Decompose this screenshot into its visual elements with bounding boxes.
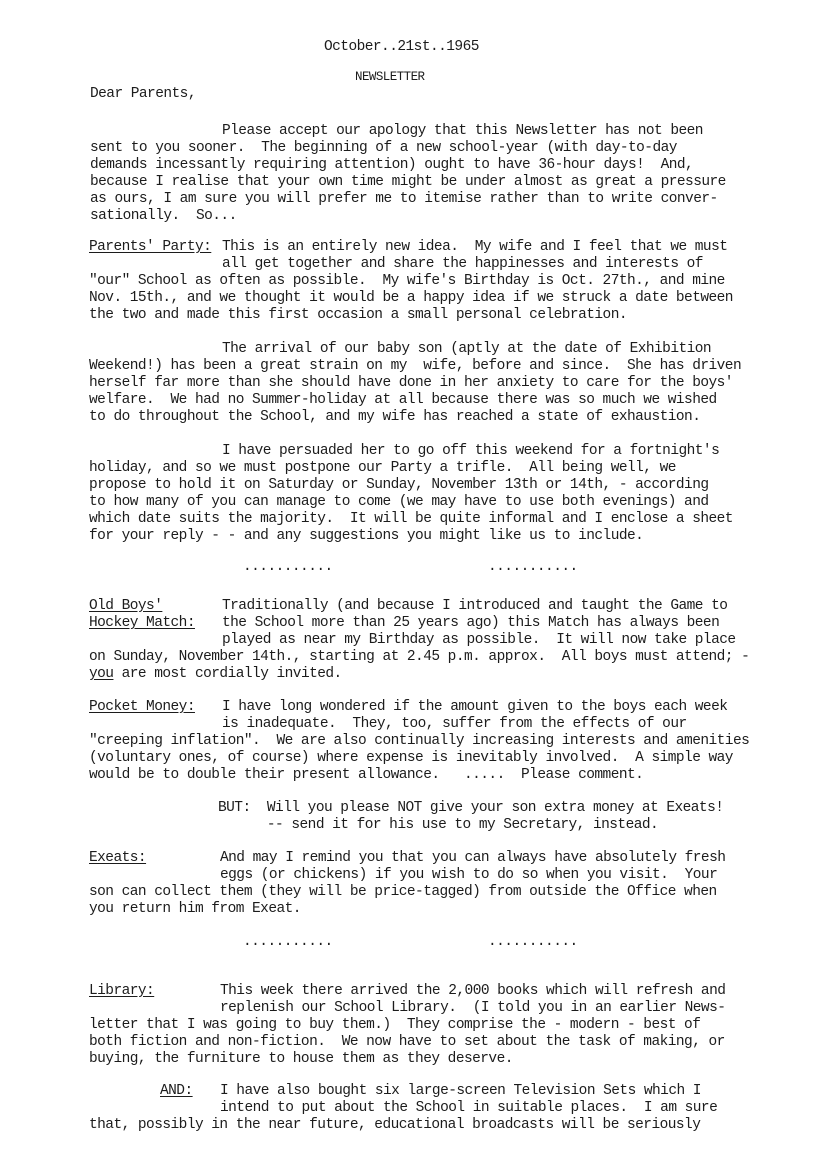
old-boys-heading: Old Boys' (89, 598, 163, 614)
postpone-line: propose to hold it on Saturday or Sunday, November 13th or 14th, - according (89, 477, 709, 493)
parents-party-line: "our" School as often as possible. My wife's Birthday is Oct. 27th., and mine (89, 273, 725, 289)
exeats-line: And may I remind you that you can always have absolutely fresh (220, 850, 726, 866)
but-note-line: -- send it for his use to my Secretary, instead. (218, 817, 659, 833)
library-line: letter that I was going to buy them.) They comprise the - modern - best of (89, 1017, 701, 1033)
you-emphasis: you (89, 666, 114, 682)
letter-date: October..21st..1965 (324, 39, 479, 55)
dotted-separator: ........... (488, 934, 578, 950)
library-line: This week there arrived the 2,000 books which will refresh and (220, 983, 726, 999)
and-heading: AND: (160, 1083, 193, 1099)
old-boys-line: played as near my Birthday as possible. It will now take place (222, 632, 736, 648)
but-note-line: BUT: Will you please NOT give your son extra money at Exeats! (218, 800, 724, 816)
baby-son-line: The arrival of our baby son (aptly at the date of Exhibition (222, 341, 712, 357)
intro-line: because I realise that your own time might be under almost as great a pressure (90, 174, 726, 190)
pocket-money-line: (voluntary ones, of course) where expense is inevitably involved. A simple way (89, 750, 733, 766)
pocket-money-line: would be to double their present allowance. ..... Please comment. (89, 767, 644, 783)
intro-line: sent to you sooner. The beginning of a new school-year (with day-to-day (90, 140, 677, 156)
parents-party-heading: Parents' Party: (89, 239, 212, 255)
exeats-line: son can collect them (they will be price-tagged) from outside the Office when (89, 884, 717, 900)
old-boys-line: the School more than 25 years ago) this Match has always been (222, 615, 720, 631)
intro-line: as ours, I am sure you will prefer me to itemise rather than to write conver- (90, 191, 718, 207)
pocket-money-line: I have long wondered if the amount given to the boys each week (222, 699, 728, 715)
exeats-line: eggs (or chickens) if you wish to do so when you visit. Your (220, 867, 718, 883)
postpone-line: which date suits the majority. It will be quite informal and I enclose a sheet (89, 511, 733, 527)
salutation: Dear Parents, (90, 86, 196, 102)
hockey-match-heading: Hockey Match: (89, 615, 195, 631)
pocket-money-line: is inadequate. They, too, suffer from the effects of our (222, 716, 687, 732)
baby-son-line: to do throughout the School, and my wife has reached a state of exhaustion. (89, 409, 701, 425)
postpone-line: to how many of you can manage to come (we may have to use both evenings) and (89, 494, 709, 510)
intro-line: sationally. So... (90, 208, 237, 224)
old-boys-line: on Sunday, November 14th., starting at 2.45 p.m. approx. All boys must attend; - (89, 649, 750, 665)
old-boys-invite-text: are most cordially invited. (113, 666, 342, 682)
postpone-line: holiday, and so we must postpone our Party a trifle. All being well, we (89, 460, 676, 476)
exeats-line: you return him from Exeat. (89, 901, 301, 917)
library-heading: Library: (89, 983, 155, 999)
and-line: I have also bought six large-screen Television Sets which I (220, 1083, 701, 1099)
postpone-line: for your reply - - and any suggestions you might like us to include. (89, 528, 644, 544)
intro-line: Please accept our apology that this Newsletter has not been (222, 123, 703, 139)
pocket-money-heading: Pocket Money: (89, 699, 195, 715)
dotted-separator: ........... (243, 559, 333, 575)
library-line: both fiction and non-fiction. We now have to set about the task of making, or (89, 1034, 725, 1050)
parents-party-line: Nov. 15th., and we thought it would be a happy idea if we struck a date between (89, 290, 733, 306)
baby-son-line: Weekend!) has been a great strain on my wife, before and since. She has driven (89, 358, 742, 374)
postpone-line: I have persuaded her to go off this weekend for a fortnight's (222, 443, 720, 459)
exeats-heading: Exeats: (89, 850, 147, 866)
parents-party-line: the two and made this first occasion a small personal celebration. (89, 307, 627, 323)
library-line: buying, the furniture to house them as they deserve. (89, 1051, 513, 1067)
dotted-separator: ........... (488, 559, 578, 575)
parents-party-line: This is an entirely new idea. My wife and I feel that we must (222, 239, 728, 255)
baby-son-line: herself far more than she should have done in her anxiety to care for the boys' (89, 375, 733, 391)
parents-party-line: all get together and share the happinesses and interests of (222, 256, 703, 272)
library-line: replenish our School Library. (I told you in an earlier News- (220, 1000, 726, 1016)
old-boys-line: Traditionally (and because I introduced and taught the Game to (222, 598, 728, 614)
dotted-separator: ........... (243, 934, 333, 950)
intro-line: demands incessantly requiring attention) ought to have 36-hour days! And, (90, 157, 694, 173)
and-line: intend to put about the School in suitable places. I am sure (220, 1100, 718, 1116)
baby-son-line: welfare. We had no Summer-holiday at all because there was so much we wished (89, 392, 717, 408)
old-boys-last-line (89, 666, 342, 683)
newsletter-title: NEWSLETTER (355, 70, 425, 84)
and-line: that, possibly in the near future, educational broadcasts will be seriously (89, 1117, 701, 1133)
pocket-money-line: "creeping inflation". We are also continually increasing interests and amenities (89, 733, 750, 749)
